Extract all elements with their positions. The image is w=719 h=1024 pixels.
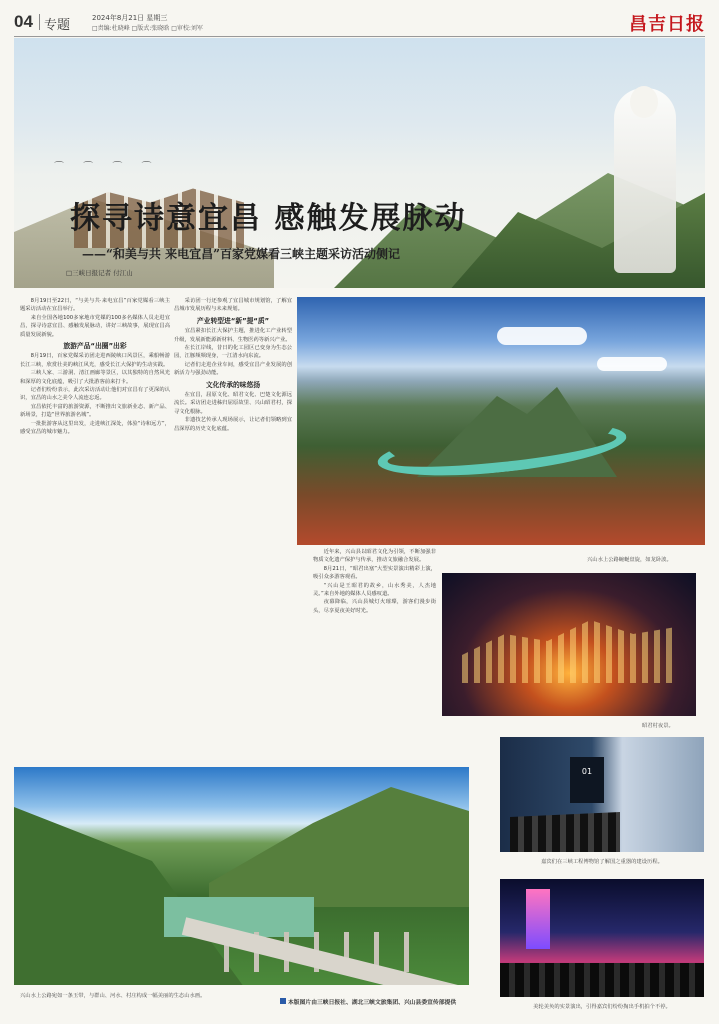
photo-mountain-river-road [297,297,705,545]
paragraph: “兴山是王昭君的故乡，山水秀美，人杰地灵。”来自外地的媒体人员感叹道。 [313,582,436,598]
section-heading: 文化传承的味悠扬 [205,380,261,389]
section-label: 专题 [44,18,71,33]
caption-exhibit-photo: 嘉宾们在三峡工程博物馆了解国之重器的建设历程。 [541,859,663,865]
page-number: 04 [14,12,33,31]
paragraph: 近年来，兴山县以昭君文化为引领，不断加强非物质文化遗产保护与传承，推动文旅融合发展。 [313,549,436,564]
photo-museum-exhibit [500,737,704,852]
paragraph: 三峡人家、三游洞、清江画廊等景区，以其独特的自然风光和深厚的文化底蕴，吸引了大批游客前来打卡。 [20,370,170,385]
paragraph: 夜幕降临，兴山县城灯火璀璨，游客们漫步街头，尽享夏夜美好时光。 [313,599,436,614]
issue-date: 2024年8月21日 星期三 [92,14,168,22]
paragraph: 宜昌依托丰富的旅游资源，不断推出文旅新业态、新产品、新场景，打造“世界旅游名城”。 [20,403,170,419]
paragraph: 一批批游客从这里出发，走进峡江深处，体验“诗和远方”，感受宜昌的城市魅力。 [20,420,170,436]
caption-main-photo: 兴山水上公路蜿蜒盘旋，如龙卧波。 [587,557,672,563]
photo-credit: 本版图片由三峡日报社、湖北三峡文旅集团、兴山县委宣传部提供 [288,1000,457,1006]
header-separator [39,14,40,30]
photo-visitors [510,802,620,852]
paragraph: 采访团一行还参观了宜昌城市规划馆，了解宜昌城市发展历程与未来规划。 [174,298,292,313]
paragraph: 宜昌紧扣长江大保护主题，推进化工产业转型升级，发展新能源新材料、生物医药等新兴产业。 [174,328,292,343]
cloud [497,327,587,345]
paragraph: 8月21日，“昭君出塞”大型实景演出精彩上演，吸引众多游客观看。 [313,565,436,581]
birds-icon: ⌒ ⌒ ⌒ ⌒ [54,162,160,173]
photo-hill [209,787,469,907]
caption-bridge-photo: 兴山水上公路宛如一条玉带，与群山、河水、村庄构成一幅美丽的生态山水画。 [20,993,206,999]
paragraph: 记者们走进企业车间，感受宜昌产业发展的创新活力与强劲动能。 [174,361,292,377]
article-headline: 探寻诗意宜昌 感触发展脉动 [70,201,467,236]
credit-marker-icon [280,998,286,1004]
caption-show-photo: 美轮美奂的实景演出，引得嘉宾们纷纷掏出手机拍个不停。 [533,1004,671,1010]
photo-water-highway [14,767,469,985]
article-column-1 [20,297,170,757]
header-rule [14,36,705,37]
photo-crowd [500,963,704,997]
page-header [14,10,705,36]
photo-night-show [500,879,704,997]
cloud [597,357,667,371]
article-column-3 [313,548,436,748]
article-column-2 [174,297,292,757]
photo-lit-tower [526,889,550,949]
exhibit-sign: 01 [570,757,604,803]
section-heading: 产业转型进“新”提“质” [196,316,270,325]
photo-lights [462,613,676,683]
paragraph: 非遗技艺传承人现场展示，让记者们领略到宜昌深厚的历史文化底蕴。 [174,417,292,432]
article-subheadline: ——“和美与共 来电宜昌”百家党媒看三峡主题采访活动侧记 [82,247,400,261]
article-byline: □三峡日报记者 付江山 [66,269,133,277]
paragraph: 来自全国各地100多家地市党媒的100多名媒体人员走进宜昌，探寻诗意宜昌、感触发展脉动，讲好三峡故事，展现宜昌高质量发展新貌。 [20,314,170,338]
photo-night-village [442,573,696,716]
paragraph: 8月19日至22日，“与美与共·来电宜昌”百家党媒看三峡主题采访活动在宜昌举行。 [20,298,170,313]
editor-credits: □责编:杜晓峰 □版式:张晓晗 □审校:刘军 [92,25,203,32]
paragraph: 记者们纷纷表示，此次采访活动让他们对宜昌有了更深的认识，宜昌的山水之美令人流连忘返。 [20,387,170,402]
newspaper-masthead: 昌吉日报 [629,14,705,35]
hero-statue-head [630,86,658,118]
paragraph: 8月19日，百家党媒采访团走进西陵峡口风景区，乘船畅游长江三峡，欣赏壮美的峡江风光，感受长江大保护的生动实践。 [20,353,170,368]
paragraph: 在宜昌，屈原文化、昭君文化、巴楚文化源远流长。采访团走进秭归屈原故里、兴山昭君村，探寻文化根脉。 [174,392,292,415]
paragraph: 在长江岸线，昔日的化工园区已变身为生态公园，江豚频频现身，一江清水向东流。 [174,345,292,360]
section-heading: 旅游产品“出圈”出彩 [63,342,127,351]
caption-night-photo: 昭君村夜景。 [642,723,674,729]
